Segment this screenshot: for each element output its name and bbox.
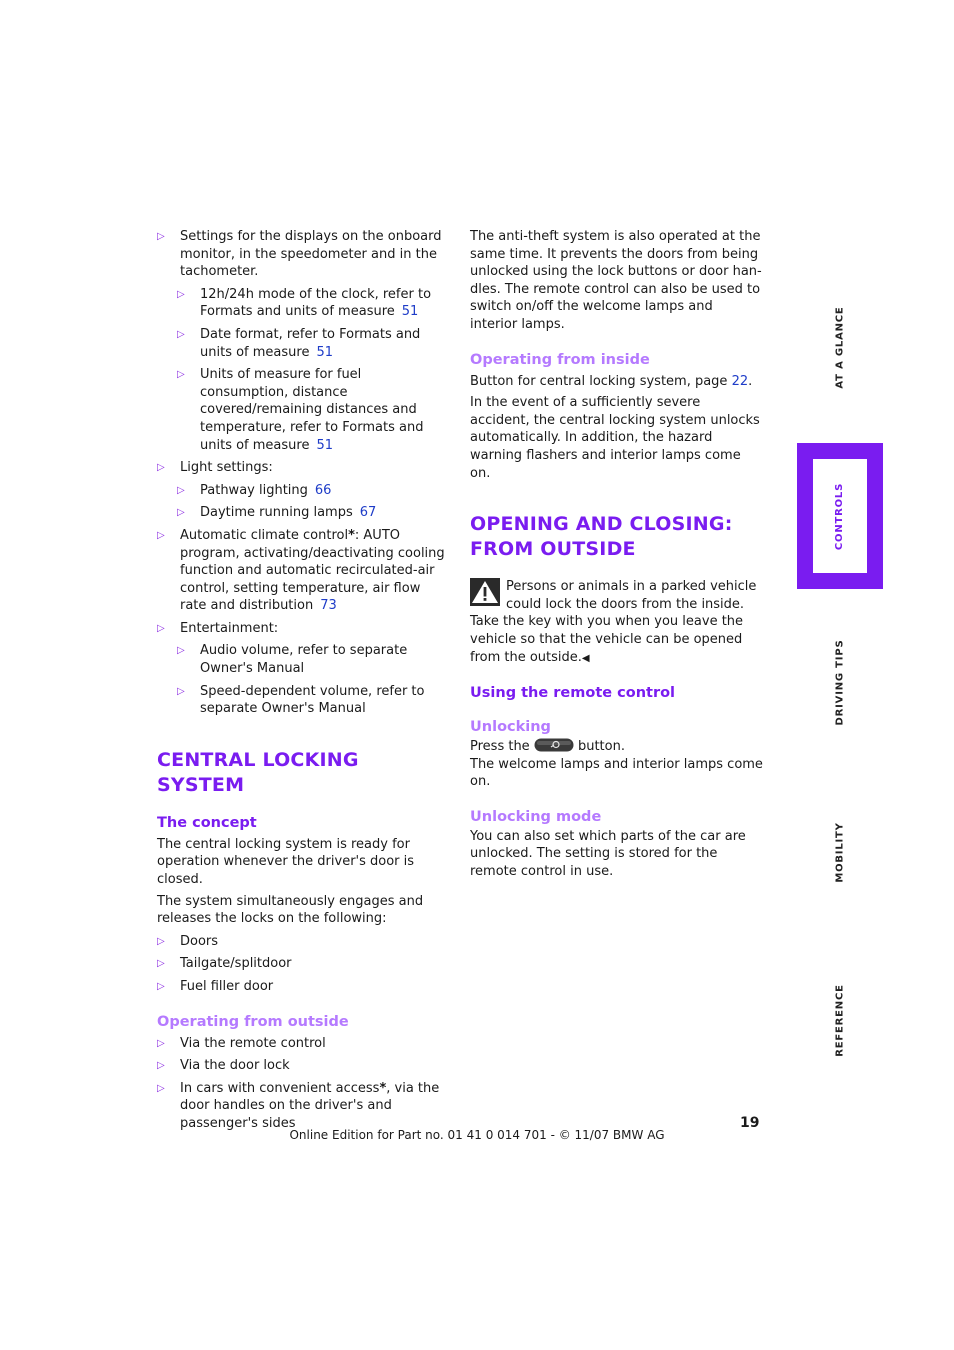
list-item (177, 683, 449, 718)
warning-triangle-icon (470, 578, 500, 606)
warning-text: Persons or animals in a parked vehicle could lock the doors from the inside. Take the key with you when you leave the vehicle so that the vehicle can be opened from the outside. (470, 579, 757, 665)
end-mark: ◀ (581, 652, 590, 664)
list-item (157, 978, 449, 996)
list-item (157, 955, 449, 973)
tab-mobility[interactable] (797, 810, 883, 895)
list-item (157, 933, 449, 951)
list-item (177, 482, 449, 500)
subsection-heading: Using the remote control (470, 685, 676, 702)
pathway-item: Pathway lighting (200, 482, 308, 498)
light-settings: Light settings: (180, 460, 273, 476)
tab-driving-tips[interactable] (797, 630, 883, 735)
paragraph: The central locking system is ready for operation whenever the driver's door is closed. (157, 836, 415, 888)
remote-unlock-button-icon (534, 738, 574, 752)
tab-label: AT A GLANCE (834, 306, 846, 389)
lock-tailgate: Tailgate/splitdoor (180, 956, 292, 972)
access-item-rest: , via the door handles on the driver's and passenger's sides (180, 1080, 440, 1131)
tab-reference[interactable] (797, 975, 883, 1065)
list-item (157, 527, 449, 615)
list-item (157, 1035, 449, 1053)
section-heading: CENTRAL LOCKING SYSTEM (157, 748, 359, 796)
list-item (177, 642, 449, 677)
outside-door-lock: Via the door lock (180, 1058, 290, 1074)
access-item: In cars with convenient access (180, 1080, 380, 1096)
daytime-item: Daytime running lamps (200, 505, 353, 521)
chapter-tabs (797, 0, 883, 1350)
right-column (470, 228, 763, 889)
entertainment: Entertainment: (180, 620, 279, 636)
tab-at-a-glance[interactable] (797, 300, 883, 395)
outside-remote: Via the remote control (180, 1035, 326, 1051)
tab-label: DRIVING TIPS (834, 639, 846, 726)
page-link-22[interactable]: 22 (731, 373, 749, 389)
date-item: Date format, refer to Formats and units of measure (200, 326, 421, 360)
option-star: * (348, 527, 355, 543)
option-star: * (379, 1080, 387, 1096)
subsection-heading: Operating from inside (470, 351, 650, 368)
page-link-51[interactable]: 51 (316, 344, 333, 360)
list-item (157, 459, 449, 477)
page-link-73[interactable]: 73 (320, 598, 337, 614)
heading-line-2: FROM OUTSIDE (470, 538, 636, 561)
tab-label: MOBILITY (834, 822, 846, 883)
footer: Online Edition for Part no. 01 41 0 014 701 - © 11/07 BMW AG (289, 1128, 665, 1142)
page-link-51[interactable]: 51 (401, 304, 419, 320)
subsection-heading: Unlocking (470, 719, 551, 736)
climate-item: Automatic climate control (180, 527, 349, 543)
paragraph (470, 738, 763, 756)
heading-line-1: OPENING AND CLOSING: (470, 513, 733, 536)
list-item (157, 1057, 449, 1075)
tab-controls[interactable] (797, 443, 883, 589)
list-item (157, 620, 449, 638)
tab-inner (813, 459, 867, 573)
left-column (157, 228, 449, 1138)
warning-paragraph (470, 578, 763, 667)
list-item (157, 228, 449, 281)
tab-label: REFERENCE (834, 983, 846, 1057)
tab-label: CONTROLS (834, 482, 846, 550)
page-link-66[interactable]: 66 (314, 482, 332, 498)
lock-doors: Doors (180, 933, 219, 949)
page-link-51[interactable]: 51 (316, 437, 333, 453)
paragraph (470, 373, 763, 391)
lock-fuel: Fuel filler door (180, 979, 274, 994)
paragraph: The system simultaneously engages and releases the locks on the following: (157, 893, 424, 927)
page-number: 19 (740, 1115, 760, 1131)
period: . (748, 373, 753, 389)
units-item: Units of measure for fuel consumption, distance covered/remaining distances and temperature, refer to Formats and units of measure (200, 367, 424, 453)
press-text: Press the (470, 739, 534, 755)
list-item (177, 366, 449, 454)
press-text-end: button. (573, 739, 625, 755)
clock-item: 12h/24h mode of the clock, refer to Formats and units of measure (200, 286, 432, 320)
subsection-heading: The concept (157, 814, 257, 831)
subsection-heading: Operating from outside (157, 1013, 349, 1030)
list-item (177, 504, 449, 522)
paragraph: In the event of a sufficiently severe accident, the central locking system unlocks automatically. In addition, the hazard warning flashers and interior lamps come on. (470, 395, 760, 481)
list-item (177, 326, 449, 361)
subsection-heading: Unlocking mode (470, 808, 602, 825)
audio-item: Audio volume, refer to separate Owner's Manual (200, 643, 408, 677)
paragraph: You can also set which parts of the car are unlocked. The setting is stored for the remote control in use. (470, 828, 746, 880)
list-item (157, 1080, 449, 1133)
display-intro: Settings for the displays on the onboard monitor, in the speedometer and in the tachometer. (180, 229, 442, 280)
page-link-67[interactable]: 67 (359, 505, 377, 521)
speed-volume-item: Speed-dependent volume, refer to separate Owner's Manual (200, 683, 425, 717)
climate-item-rest: : AUTO program, activating/deactivating cooling function and automatic recirculated-air control, setting temperature, air flow rate and distribution (180, 527, 445, 614)
inside-text: Button for central locking system, page (470, 373, 732, 389)
paragraph: The anti-theft system is also operated at the same time. It prevents the doors from being unlocked using the lock buttons or door handles. The remote control can also be used to switch on/off the welcome lamps and interior lamps. (470, 229, 762, 332)
list-item (177, 286, 449, 321)
section-heading (470, 512, 763, 562)
paragraph: The welcome lamps and interior lamps come on. (470, 756, 763, 790)
